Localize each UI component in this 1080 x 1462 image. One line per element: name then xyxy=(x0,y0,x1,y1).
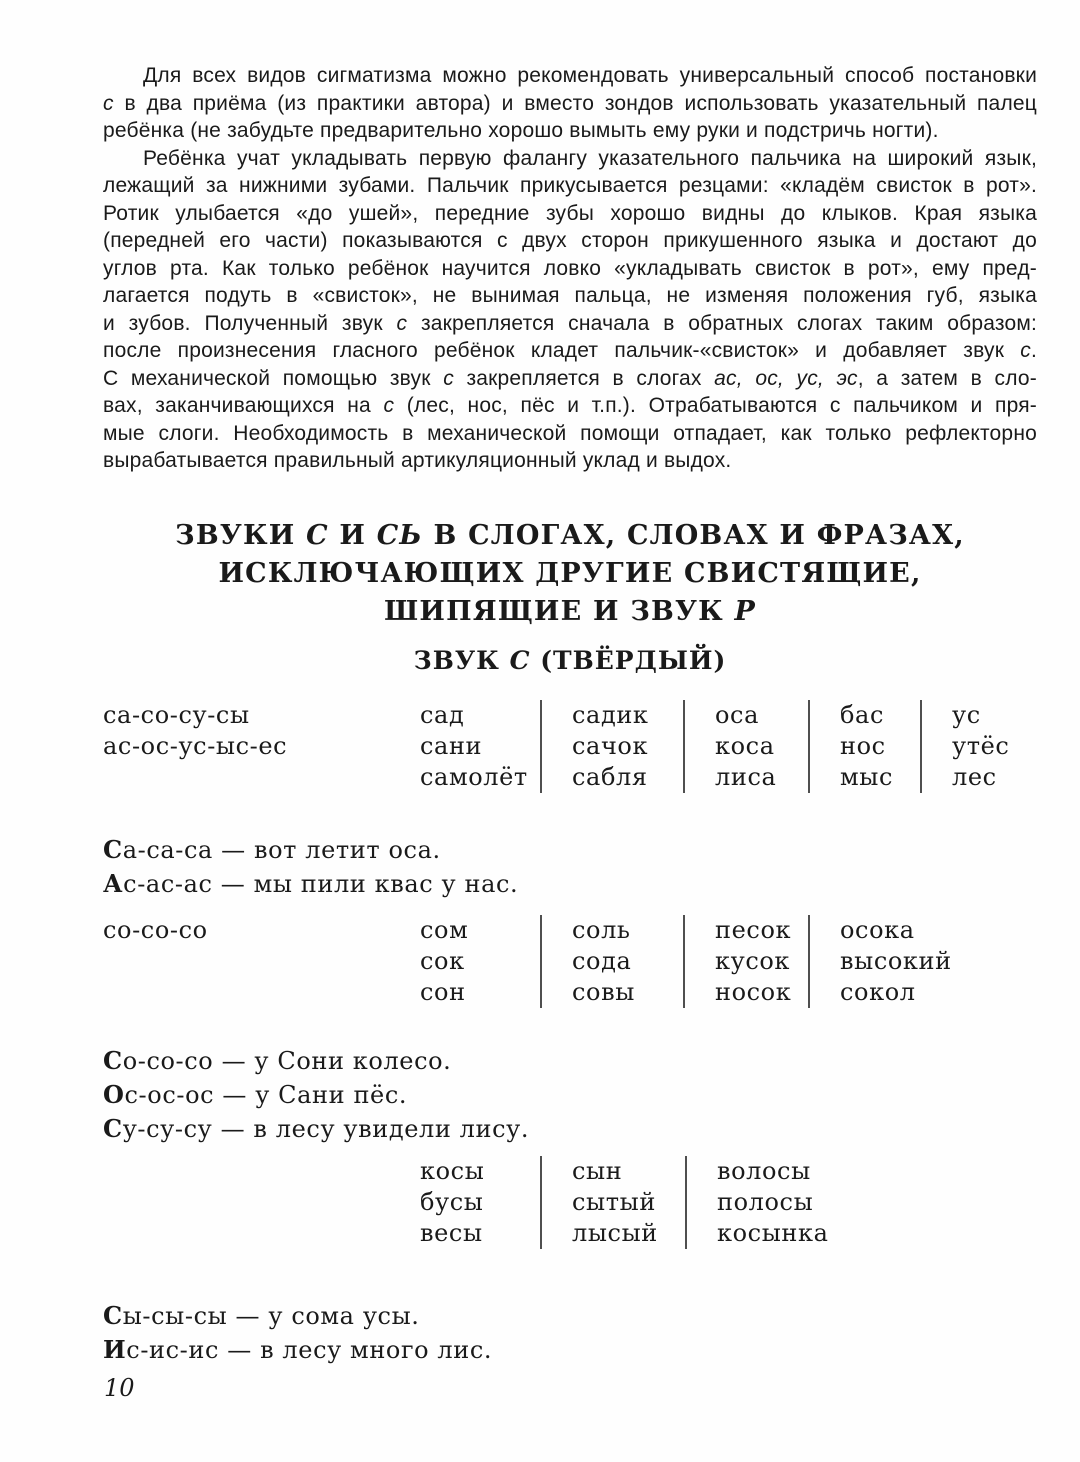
word-cell: сад xyxy=(420,700,465,729)
phrase: Су-су-су — в лесу увидели лису. xyxy=(103,1113,530,1143)
word-cell: косы xyxy=(420,1156,485,1185)
word-cell: лес xyxy=(952,762,997,791)
word-column xyxy=(808,915,1037,1008)
word-cell: нос xyxy=(840,731,886,760)
word-cell: сок xyxy=(420,946,465,975)
word-cell: сода xyxy=(572,946,632,975)
text-line: с в два приёма (из практики автора) и вместо зондов использовать указательный палец xyxy=(103,91,1037,115)
syllable-label: ас-ос-ус-ыс-ес xyxy=(103,731,288,760)
phrase: Ас-ас-ас — мы пили квас у нас. xyxy=(103,868,519,898)
text-line: мые слоги. Необходимость в механической помощи отпадает, как только рефлекторно xyxy=(103,421,1037,445)
word-cell: высокий xyxy=(840,946,952,975)
intro-paragraph-1 xyxy=(103,62,1037,145)
phrase: Ос-ос-ос — у Сани пёс. xyxy=(103,1079,408,1109)
word-cell: бас xyxy=(840,700,884,729)
text-line: Для всех видов сигматизма можно рекомендовать универсальный способ постановки xyxy=(143,64,1037,87)
word-cell: сом xyxy=(420,915,469,944)
word-column xyxy=(418,1156,540,1249)
phrase: Со-со-со — у Сони колесо. xyxy=(103,1045,452,1075)
text-line: и зубов. Полученный звук с закрепляется сначала в обратных слогах таким образом: xyxy=(103,311,1037,335)
word-column xyxy=(920,700,1037,793)
word-cell: сын xyxy=(572,1156,623,1185)
word-column xyxy=(540,700,683,793)
word-cell: совы xyxy=(572,977,635,1006)
word-cell: соль xyxy=(572,915,631,944)
word-column xyxy=(808,700,920,793)
word-cell: носок xyxy=(715,977,792,1006)
text-line: ребёнка (не забудьте предварительно хорошо вымыть ему руки и подстричь ногти). xyxy=(103,119,939,142)
phrase-group-3 xyxy=(103,1299,1037,1367)
section-heading-line: ШИПЯЩИЕ И ЗВУК Р xyxy=(383,595,757,627)
word-cell: сокол xyxy=(840,977,916,1006)
text-line: лагается подуть в «свисток», не вынимая пальца, не изменяя положения губ, языка xyxy=(103,284,1037,307)
text-line: (передней его части) показываются с двух сторон прикушенного языка и достают до xyxy=(103,229,1037,252)
text-line: после произнесения гласного ребёнок кладет пальчик-«свисток» и добавляет звук с. xyxy=(103,339,1037,362)
word-cell: бусы xyxy=(420,1187,484,1216)
word-cell: косынка xyxy=(717,1218,829,1247)
word-table-3 xyxy=(103,1156,1037,1249)
section-heading-line: ИСКЛЮЧАЮЩИХ ДРУГИЕ СВИСТЯЩИЕ, xyxy=(218,557,922,589)
word-cell: мыс xyxy=(840,762,894,791)
word-column xyxy=(683,915,808,1008)
syllable-labels xyxy=(103,1156,418,1249)
word-cell: весы xyxy=(420,1218,483,1247)
word-cell: лиса xyxy=(715,762,777,791)
word-cell: песок xyxy=(715,915,792,944)
word-cell: коса xyxy=(715,731,775,760)
word-column xyxy=(685,1156,1037,1249)
word-cell: оса xyxy=(715,700,759,729)
phrase: Сы-сы-сы — у сома усы. xyxy=(103,1300,420,1330)
text-line: Ребёнка учат укладывать первую фалангу указательного пальчика на широкий язык, xyxy=(143,146,1037,170)
phrase: Са-са-са — вот летит оса. xyxy=(103,834,441,864)
text-line: Ротик улыбается «до ушей», передние зубы хорошо видны до клыков. Края языка xyxy=(103,201,1037,225)
word-cell: ус xyxy=(952,700,981,729)
intro-paragraph-2 xyxy=(103,145,1037,475)
text-line: углов рта. Как только ребёнок научится ловко «укладывать свисток в рот», ему пред- xyxy=(103,256,1037,280)
word-cell: сытый xyxy=(572,1187,656,1216)
word-cell: волосы xyxy=(717,1156,811,1185)
text-line: вах, заканчивающихся на с (лес, нос, пёс и т.п.). Отрабатываются с пальчиком и пря- xyxy=(103,394,1037,417)
word-column xyxy=(540,1156,685,1249)
word-cell: сабля xyxy=(572,762,648,791)
word-cell: сани xyxy=(420,731,483,760)
word-cell: кусок xyxy=(715,946,791,975)
word-column xyxy=(683,700,808,793)
syllable-labels xyxy=(103,915,418,1008)
text-line: вырабатывается правильный артикуляционный уклад и выдох. xyxy=(103,449,732,472)
word-cell: сон xyxy=(420,977,466,1006)
word-table-1 xyxy=(103,700,1037,793)
word-cell: утёс xyxy=(952,731,1010,760)
text-line: С механической помощью звук с закрепляется в слогах ас, ос, ус, эс, а затем в сло- xyxy=(103,366,1037,390)
word-cell: осока xyxy=(840,915,915,944)
word-cell: самолёт xyxy=(420,762,528,791)
word-cell: садик xyxy=(572,700,649,729)
word-column xyxy=(418,915,540,1008)
phrase: Ис-ис-ис — в лесу много лис. xyxy=(103,1334,493,1364)
word-cell: полосы xyxy=(717,1187,814,1216)
page-number: 10 xyxy=(104,1374,135,1402)
syllable-labels xyxy=(103,700,418,793)
text-line: лежащий за нижними зубами. Пальчик прикусывается резцами: «кладём свисток в рот». xyxy=(103,174,1037,197)
section-heading xyxy=(103,517,1037,631)
syllable-label: са-со-су-сы xyxy=(103,700,250,729)
word-column xyxy=(540,915,683,1008)
section-heading-line: ЗВУКИ С И СЬ В СЛОГАХ, СЛОВАХ И ФРАЗАХ, xyxy=(175,519,965,551)
phrase-group-1 xyxy=(103,833,1037,901)
word-table-2 xyxy=(103,915,1037,1008)
word-cell: сачок xyxy=(572,731,649,760)
section-subtitle: ЗВУК С (ТВЁРДЫЙ) xyxy=(413,645,727,675)
word-column xyxy=(418,700,540,793)
phrase-group-2 xyxy=(103,1044,1037,1146)
word-cell: лысый xyxy=(572,1218,658,1247)
syllable-label: со-со-со xyxy=(103,915,208,944)
